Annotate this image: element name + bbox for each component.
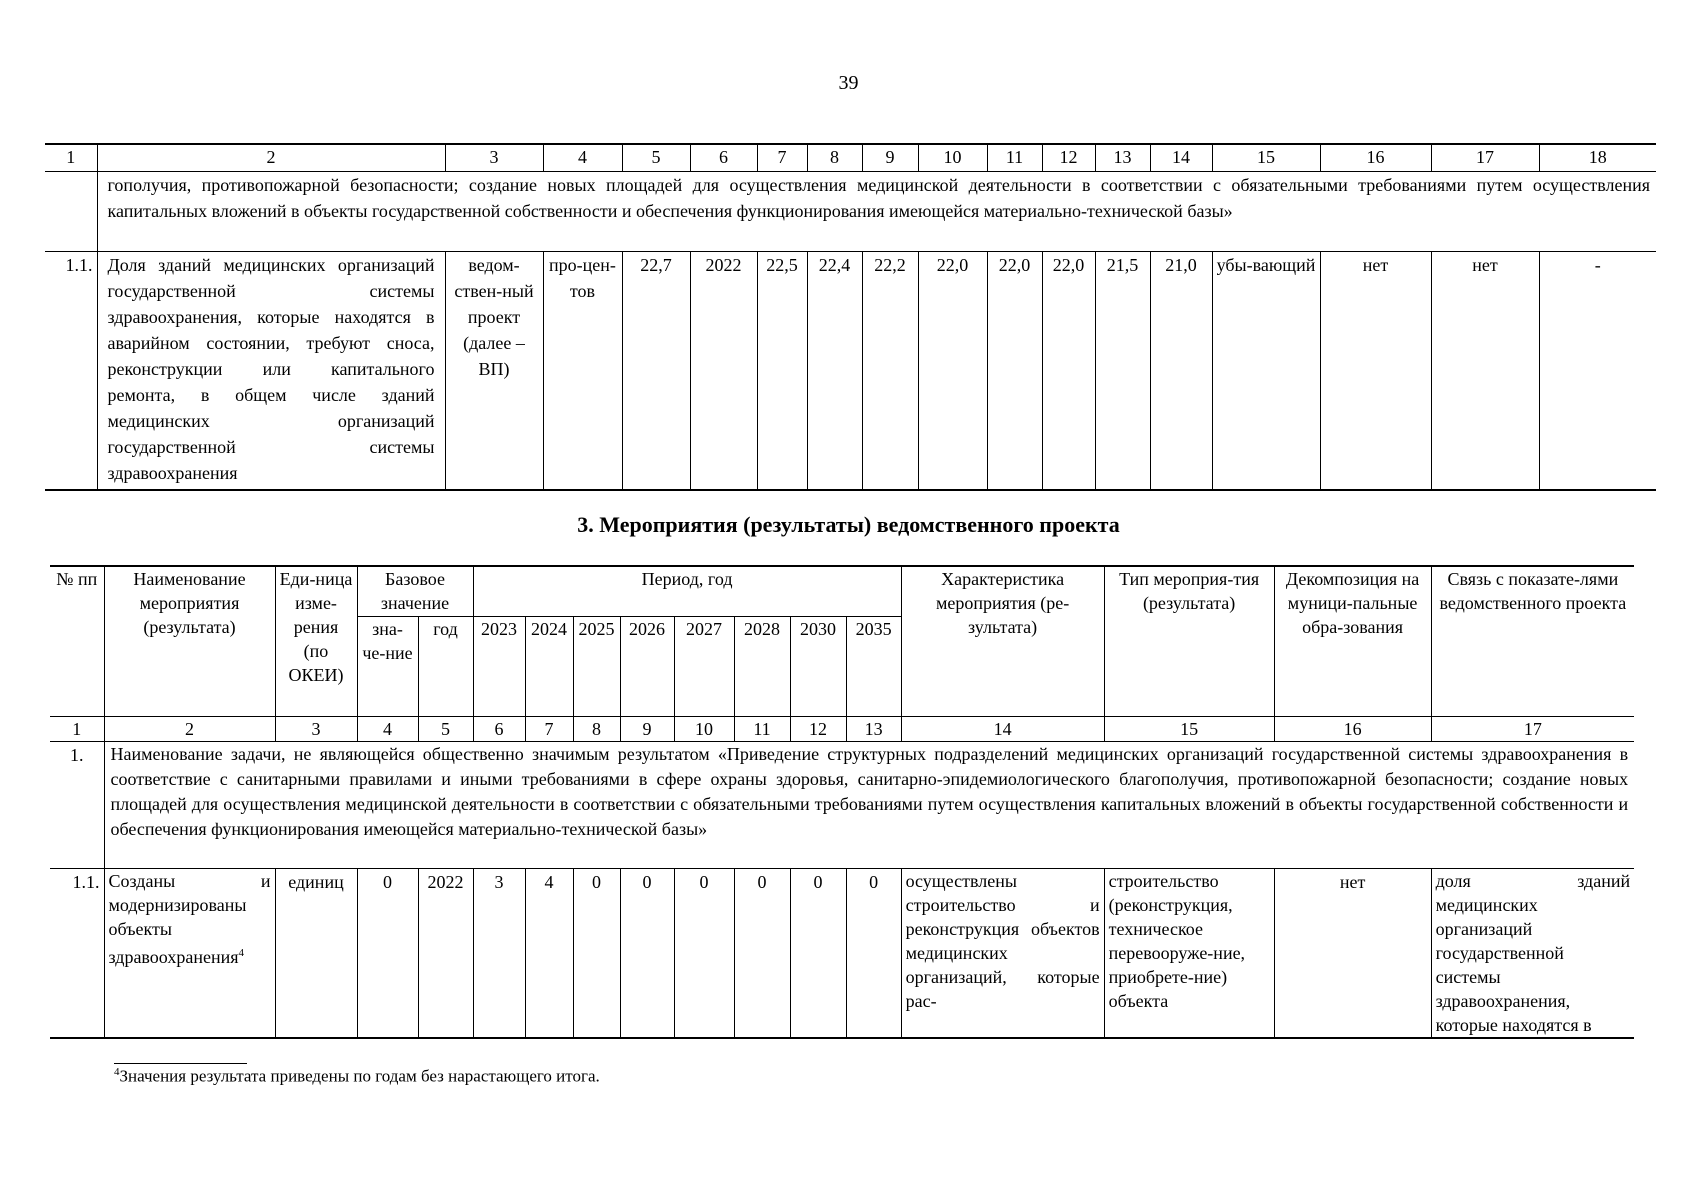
- column-numbers-row: [45, 144, 1656, 171]
- value-cell: 22,7: [622, 251, 690, 490]
- value-cell: 22,0: [918, 251, 987, 490]
- column-number: 16: [1320, 144, 1431, 171]
- year-value-cell: 0: [573, 868, 620, 1038]
- footnote-text: Значения результата приведены по годам без нарастающего итога.: [119, 1066, 600, 1086]
- column-number: 14: [901, 716, 1104, 741]
- header-base-value: зна-че-ние: [357, 616, 418, 716]
- column-number: 4: [357, 716, 418, 741]
- header-base-year: год: [418, 616, 473, 716]
- header-year: 2026: [620, 616, 674, 716]
- column-number: 8: [573, 716, 620, 741]
- header-year: 2035: [846, 616, 901, 716]
- column-number: 7: [757, 144, 807, 171]
- column-number: 1: [45, 144, 97, 171]
- column-number: 3: [445, 144, 543, 171]
- column-number: 12: [790, 716, 846, 741]
- column-number: 15: [1104, 716, 1274, 741]
- column-number: 17: [1431, 144, 1539, 171]
- column-number: 15: [1212, 144, 1320, 171]
- column-number: 10: [674, 716, 734, 741]
- column-number: 3: [275, 716, 357, 741]
- header-year: 2024: [525, 616, 573, 716]
- column-number: 13: [846, 716, 901, 741]
- column-number: 6: [473, 716, 525, 741]
- column-number: 2: [97, 144, 445, 171]
- column-number: 14: [1150, 144, 1212, 171]
- column-number: 11: [987, 144, 1042, 171]
- year-value-cell: 0: [790, 868, 846, 1038]
- task-row: [50, 741, 1634, 868]
- column-number: 6: [690, 144, 757, 171]
- column-number: 4: [543, 144, 622, 171]
- task-text: Наименование задачи, не являющейся общественно значимым результатом «Приведение структурных подразделений медицинских организаций государственной системы здравоохранения в соответствие с санитарными правилами и иными требованиями в сфере охраны здоровья, санитарно-эпидемиологического благополучия, противопожарной безопасности; создание новых площадей для осуществления медицинской деятельности в соответствии с обязательными требованиями путем осуществления капитальных вложений в объекты государственной собственности и обеспечения функционирования имеющейся материально-технической базы»: [104, 741, 1634, 868]
- year-value-cell: 4: [525, 868, 573, 1038]
- header-base: Базовое значение: [357, 566, 473, 616]
- value-cell: 2022: [690, 251, 757, 490]
- header-year: 2030: [790, 616, 846, 716]
- header-period: Период, год: [473, 566, 901, 616]
- column-number: 7: [525, 716, 573, 741]
- page-number: 39: [838, 72, 859, 94]
- value-cell: 22,4: [807, 251, 862, 490]
- table-row: [50, 868, 1634, 1038]
- value-cell: 22,5: [757, 251, 807, 490]
- footnote-ref: 4: [238, 946, 245, 959]
- header-num: № пп: [50, 566, 104, 716]
- value-cell: 22,0: [987, 251, 1042, 490]
- column-number: 5: [418, 716, 473, 741]
- year-value-cell: 0: [674, 868, 734, 1038]
- activities-table: [50, 565, 1634, 1039]
- footnote: [114, 1066, 600, 1087]
- column-number: 9: [862, 144, 918, 171]
- section-title: 3. Мероприятия (результаты) ведомственного проекта: [577, 512, 1120, 537]
- decomposition-cell: нет: [1274, 868, 1431, 1038]
- characteristic-cell: осуществлены строительство и реконструкция объектов медицинских организаций, которые рас-: [901, 868, 1104, 1038]
- row-number: 1.1.: [50, 868, 104, 1038]
- column-number: 18: [1539, 144, 1656, 171]
- indicator-name: Доля зданий медицинских организаций государственной системы здравоохранения, которые находятся в аварийном состоянии, требуют сноса, реконструкции или капитального ремонта, в общем числе зданий медицинских организаций государственной системы здравоохранения: [97, 251, 445, 490]
- column-number: 5: [622, 144, 690, 171]
- value-cell: 22,2: [862, 251, 918, 490]
- year-value-cell: 0: [620, 868, 674, 1038]
- activity-name-text: Созданы и модернизированы объекты здравоохранения: [108, 870, 271, 967]
- column-number: 16: [1274, 716, 1431, 741]
- footnote-mark: 4: [114, 1066, 120, 1078]
- header-characteristic: Характеристика мероприятия (ре-зультата): [901, 566, 1104, 716]
- indicator-unit: про-цен-тов: [543, 251, 622, 490]
- footnote-divider: [114, 1063, 247, 1064]
- indicator-level: ведом-ствен-ный проект (далее – ВП): [445, 251, 543, 490]
- column-numbers-row: [50, 716, 1634, 741]
- row-number: 1.1.: [45, 251, 97, 490]
- header-type: Тип мероприя-тия (результата): [1104, 566, 1274, 716]
- header-year: 2023: [473, 616, 525, 716]
- header-unit: Еди-ница изме-рения (по ОКЕИ): [275, 566, 357, 716]
- column-number: 10: [918, 144, 987, 171]
- header-year: 2028: [734, 616, 790, 716]
- column-number: 1: [50, 716, 104, 741]
- continued-task-text: гополучия, противопожарной безопасности; создание новых площадей для осуществления медицинской деятельности в соответствии с обязательными требованиями путем осуществления капитальных вложений в объекты государственной собственности и обеспечения функционирования имеющейся материально-технической базы»: [97, 171, 1656, 251]
- column-number: 12: [1042, 144, 1095, 171]
- unit-cell: единиц: [275, 868, 357, 1038]
- value-cell: 21,5: [1095, 251, 1150, 490]
- column-number: 9: [620, 716, 674, 741]
- activity-name: [104, 868, 275, 1038]
- link-cell: доля зданий медицинских организаций государственной системы здравоохранения, которые находятся в: [1431, 868, 1634, 1038]
- column-number: 11: [734, 716, 790, 741]
- col18-cell: -: [1539, 251, 1656, 490]
- year-value-cell: 0: [734, 868, 790, 1038]
- base-value-cell: 0: [357, 868, 418, 1038]
- type-cell: строительство (реконструкция, техническое перевооруже-ние, приобрете-ние) объекта: [1104, 868, 1274, 1038]
- indicators-table: [45, 143, 1656, 491]
- header-link: Связь с показате-лями ведомственного проекта: [1431, 566, 1634, 716]
- header-row: [50, 566, 1634, 616]
- trend-cell: убы-вающий: [1212, 251, 1320, 490]
- header-name: Наименование мероприятия (результата): [104, 566, 275, 716]
- year-value-cell: 0: [846, 868, 901, 1038]
- column-number: 2: [104, 716, 275, 741]
- table-row: [45, 251, 1656, 490]
- year-value-cell: 3: [473, 868, 525, 1038]
- continued-task-row: [45, 171, 1656, 251]
- col17-cell: нет: [1431, 251, 1539, 490]
- column-number: 13: [1095, 144, 1150, 171]
- column-number: 8: [807, 144, 862, 171]
- base-year-cell: 2022: [418, 868, 473, 1038]
- value-cell: 21,0: [1150, 251, 1212, 490]
- header-decomposition: Декомпозиция на муници-пальные обра-зования: [1274, 566, 1431, 716]
- value-cell: 22,0: [1042, 251, 1095, 490]
- task-number: 1.: [50, 741, 104, 868]
- header-year: 2027: [674, 616, 734, 716]
- col16-cell: нет: [1320, 251, 1431, 490]
- header-year: 2025: [573, 616, 620, 716]
- column-number: 17: [1431, 716, 1634, 741]
